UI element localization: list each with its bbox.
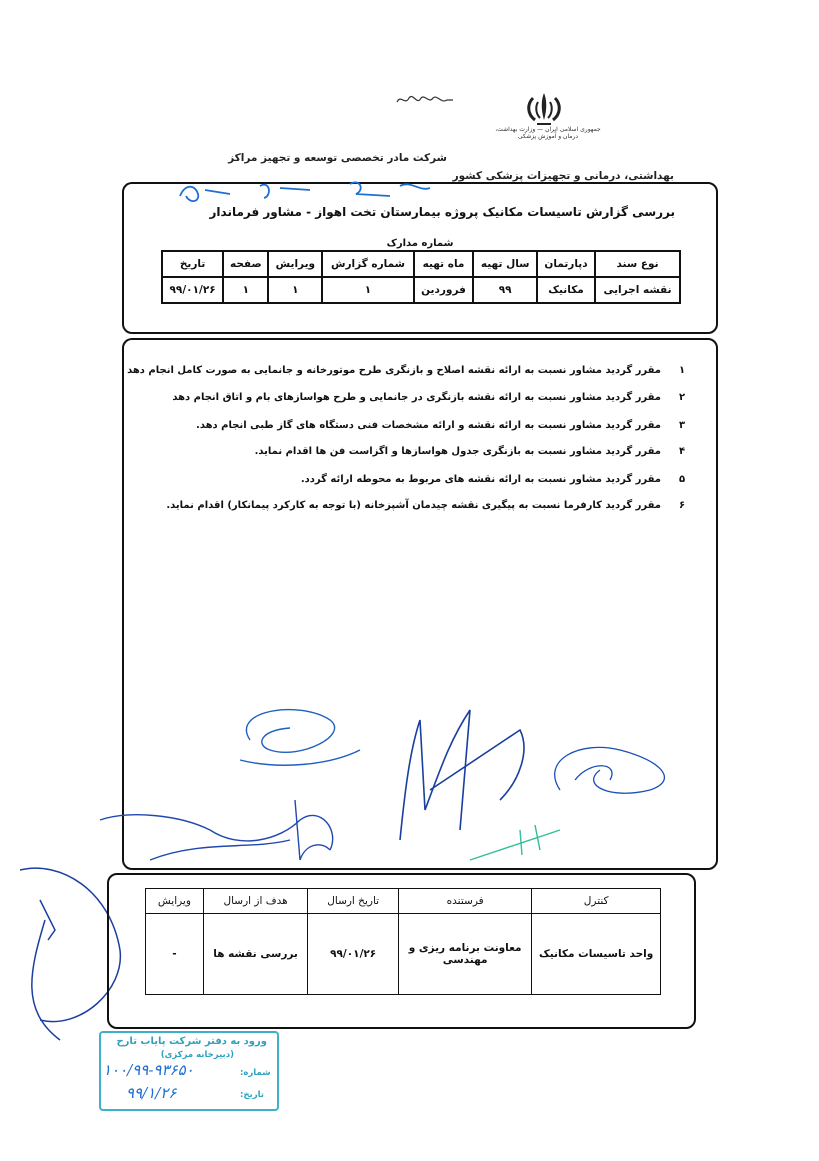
col-year: سال تهیه — [473, 251, 537, 277]
table-header-row — [162, 251, 680, 277]
document-info-table — [161, 250, 681, 304]
list-item — [172, 392, 687, 403]
handwritten-annotation-title — [160, 176, 460, 216]
cell-purpose: بررسی نقشه ها — [203, 914, 307, 995]
list-item — [255, 446, 687, 457]
stamp-subtitle: (دبیرخانه مرکزی) — [160, 1050, 234, 1060]
col-date: تاریخ — [162, 251, 223, 277]
col-sender: فرستنده — [399, 889, 532, 914]
table-header-row — [146, 889, 661, 914]
cell-doc-type: نقشه اجرایی — [595, 277, 680, 303]
cell-report-number: ۱ — [322, 277, 413, 303]
iran-emblem-icon — [515, 90, 573, 130]
item-number: ۴ — [678, 446, 686, 457]
col-report-number: شماره گزارش — [322, 251, 413, 277]
item-number: ۱ — [678, 365, 686, 376]
report-title: بررسی گزارش تاسیسات مکانیک پروژه بیمارستان تخت اهواز - مشاور فرماندار — [209, 205, 675, 219]
dispatch-table — [145, 888, 661, 995]
cell-department: مکانیک — [537, 277, 595, 303]
cell-send-date: ۹۹/۰۱/۲۶ — [308, 914, 399, 995]
stamp-number-value: ۱۰۰/۹۹-۹۳۶۵۰ — [103, 1061, 194, 1079]
top-handwritten-note — [395, 92, 455, 108]
item-text: مقرر گردید مشاور نسبت به ارائه نقشه های مربوط به محوطه ارائه گردد. — [300, 474, 661, 485]
list-item — [166, 500, 687, 511]
stamp-title: ورود به دفتر شرکت پایاب تارح — [116, 1036, 267, 1047]
signature-2 — [400, 710, 524, 840]
item-number: ۵ — [678, 474, 686, 485]
item-text: مقرر گردید مشاور نسبت به ارائه نقشه بازنگری در جانمایی و طرح هواسازهای بام و اتاق انجام دهد — [172, 392, 661, 403]
col-doc-type: نوع سند — [595, 251, 680, 277]
col-revision: ویرایش — [146, 889, 204, 914]
col-control: کنترل — [532, 889, 661, 914]
item-text: مقرر گردید مشاور نسبت به بازنگری جدول هواسازها و اگزاست فن ها اقدام نماید. — [254, 446, 661, 457]
doc-number-label: شماره مدارک — [386, 238, 454, 249]
ministry-line: جمهوری اسلامی ایران — وزارت بهداشت، درمان و آموزش پزشکی — [495, 126, 601, 140]
item-text: مقرر گردید مشاور نسبت به ارائه نقشه و ارائه مشخصات فنی دستگاه های گاز طبی انجام دهد. — [196, 420, 661, 431]
company-name-line2: بهداشتی، درمانی و تجهیزات پزشکی کشور — [452, 170, 674, 182]
col-purpose: هدف از ارسال — [203, 889, 307, 914]
signature-4 — [100, 800, 333, 860]
cell-sender: معاونت برنامه ریزی و مهندسی — [399, 914, 532, 995]
col-page: صفحه — [223, 251, 268, 277]
cell-revision: - — [146, 914, 204, 995]
signature-5 — [470, 825, 560, 860]
table-row — [146, 914, 661, 995]
item-text: مقرر گردید مشاور نسبت به ارائه نقشه اصلاح و بازنگری طرح موتورخانه و جانمایی به صورت کامل انجام دهد — [127, 365, 661, 376]
item-number: ۲ — [678, 392, 686, 403]
stamp-number-label: شماره: — [240, 1068, 271, 1078]
cell-date: ۹۹/۰۱/۲۶ — [162, 277, 223, 303]
col-revision: ویرایش — [268, 251, 322, 277]
item-text: مقرر گردید کارفرما نسبت به پیگیری نقشه چیدمان آشپزخانه (با توجه به کارکرد پیمانکار) اقدام نماید. — [166, 500, 661, 511]
cell-control: واحد تاسیسات مکانیک — [532, 914, 661, 995]
cell-revision: ۱ — [268, 277, 322, 303]
company-name-line1: شرکت مادر تخصصی توسعه و تجهیز مراکز — [228, 152, 447, 164]
list-item — [127, 365, 687, 376]
stamp-date-label: تاریخ: — [240, 1090, 264, 1100]
col-month: ماه تهیه — [414, 251, 474, 277]
item-number: ۶ — [678, 500, 686, 511]
cell-page: ۱ — [223, 277, 268, 303]
col-department: دپارتمان — [537, 251, 595, 277]
signature-1 — [240, 710, 360, 766]
col-send-date: تاریخ ارسال — [308, 889, 399, 914]
signature-3 — [555, 747, 665, 793]
list-item — [196, 420, 687, 431]
item-number: ۳ — [678, 420, 686, 431]
signature-6 — [20, 868, 120, 1040]
cell-month: فروردین — [414, 277, 474, 303]
cell-year: ۹۹ — [473, 277, 537, 303]
stamp-date-value: ۹۹/۱/۲۶ — [126, 1084, 177, 1102]
list-item — [301, 474, 687, 485]
table-row — [162, 277, 680, 303]
